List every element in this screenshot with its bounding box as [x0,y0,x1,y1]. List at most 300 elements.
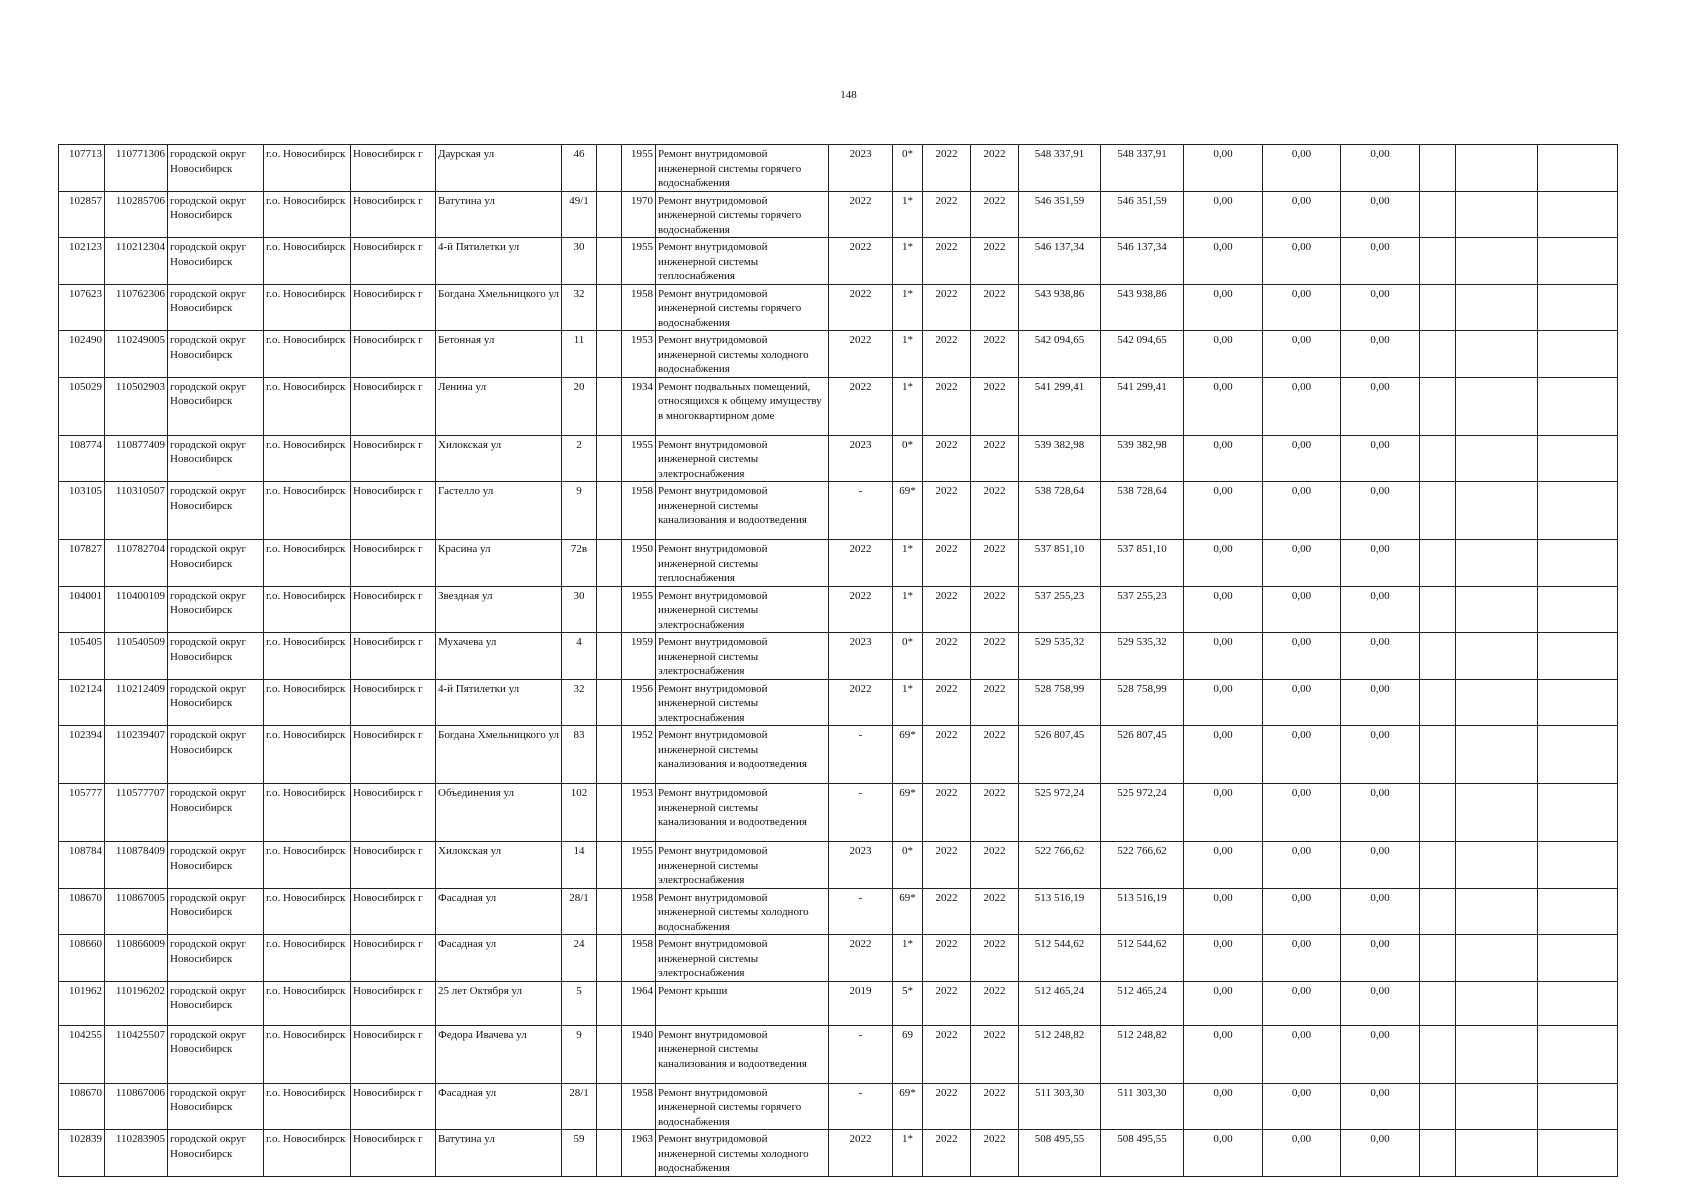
fund-cost-cell: 508 495,55 [1101,1130,1184,1177]
build-year-cell: 1958 [622,1083,656,1130]
priority-cell: 1* [893,377,923,435]
regional-funds-cell: 0,00 [1263,935,1341,982]
empty-cell [1538,145,1618,192]
city-cell: Новосибирск г [351,1083,436,1130]
total-cost-cell: 512 465,24 [1019,981,1101,1025]
priority-cell: 1* [893,284,923,331]
street-cell: Гастелло ул [436,482,562,540]
row-id-cell: 102123 [59,238,105,285]
local-funds-cell: 0,00 [1341,238,1420,285]
total-cost-cell: 537 255,23 [1019,586,1101,633]
table-row [59,1130,1618,1177]
start-year-cell: 2022 [923,1083,971,1130]
planned-year-cell: 2022 [829,679,893,726]
regional-funds-cell: 0,00 [1263,540,1341,587]
building-letter-cell [597,145,622,192]
work-type-cell: Ремонт внутридомовой инженерной системы горячего водоснабжения [656,1083,829,1130]
planned-year-cell: 2023 [829,842,893,889]
city-cell: Новосибирск г [351,726,436,784]
build-year-cell: 1955 [622,435,656,482]
empty-cell [1420,842,1456,889]
build-year-cell: 1934 [622,377,656,435]
house-number-cell: 49/1 [562,191,597,238]
street-cell: Ватутина ул [436,191,562,238]
house-number-cell: 28/1 [562,888,597,935]
federal-funds-cell: 0,00 [1184,435,1263,482]
work-type-cell: Ремонт внутридомовой инженерной системы канализования и водоотведения [656,784,829,842]
empty-cell [1538,1083,1618,1130]
build-year-cell: 1963 [622,1130,656,1177]
work-type-cell: Ремонт внутридомовой инженерной системы электроснабжения [656,935,829,982]
start-year-cell: 2022 [923,331,971,378]
planned-year-cell: 2022 [829,377,893,435]
total-cost-cell: 528 758,99 [1019,679,1101,726]
urban-district-cell: г.о. Новосибирск [264,191,351,238]
work-type-cell: Ремонт внутридомовой инженерной системы электроснабжения [656,679,829,726]
start-year-cell: 2022 [923,888,971,935]
work-type-cell: Ремонт крыши [656,981,829,1025]
municipality-cell: городской округ Новосибирск [168,1025,264,1083]
municipality-cell: городской округ Новосибирск [168,191,264,238]
street-cell: Мухачева ул [436,633,562,680]
row-code-cell: 110771306 [105,145,168,192]
priority-cell: 69* [893,1083,923,1130]
street-cell: 4-й Пятилетки ул [436,679,562,726]
house-number-cell: 72в [562,540,597,587]
row-id-cell: 104255 [59,1025,105,1083]
build-year-cell: 1950 [622,540,656,587]
street-cell: 4-й Пятилетки ул [436,238,562,285]
house-number-cell: 59 [562,1130,597,1177]
house-number-cell: 30 [562,586,597,633]
priority-cell: 1* [893,191,923,238]
work-type-cell: Ремонт внутридомовой инженерной системы холодного водоснабжения [656,1130,829,1177]
fund-cost-cell: 512 248,82 [1101,1025,1184,1083]
row-id-cell: 104001 [59,586,105,633]
empty-cell [1456,935,1538,982]
start-year-cell: 2022 [923,1025,971,1083]
urban-district-cell: г.о. Новосибирск [264,435,351,482]
city-cell: Новосибирск г [351,331,436,378]
table-row [59,679,1618,726]
urban-district-cell: г.о. Новосибирск [264,679,351,726]
start-year-cell: 2022 [923,784,971,842]
empty-cell [1420,284,1456,331]
street-cell: Фасадная ул [436,888,562,935]
urban-district-cell: г.о. Новосибирск [264,1025,351,1083]
row-id-cell: 102124 [59,679,105,726]
work-type-cell: Ремонт внутридомовой инженерной системы холодного водоснабжения [656,888,829,935]
total-cost-cell: 529 535,32 [1019,633,1101,680]
total-cost-cell: 537 851,10 [1019,540,1101,587]
house-number-cell: 24 [562,935,597,982]
table-row [59,540,1618,587]
empty-cell [1456,633,1538,680]
end-year-cell: 2022 [971,784,1019,842]
row-code-cell: 110866009 [105,935,168,982]
street-cell: Хилокская ул [436,435,562,482]
house-number-cell: 32 [562,284,597,331]
fund-cost-cell: 529 535,32 [1101,633,1184,680]
end-year-cell: 2022 [971,377,1019,435]
end-year-cell: 2022 [971,1130,1019,1177]
work-type-cell: Ремонт внутридомовой инженерной системы канализования и водоотведения [656,482,829,540]
federal-funds-cell: 0,00 [1184,1130,1263,1177]
fund-cost-cell: 541 299,41 [1101,377,1184,435]
empty-cell [1456,1130,1538,1177]
priority-cell: 1* [893,1130,923,1177]
start-year-cell: 2022 [923,482,971,540]
row-id-cell: 101962 [59,981,105,1025]
row-code-cell: 110762306 [105,284,168,331]
table-row [59,377,1618,435]
work-type-cell: Ремонт внутридомовой инженерной системы электроснабжения [656,633,829,680]
table-body [59,145,1618,1177]
street-cell: Красина ул [436,540,562,587]
regional-funds-cell: 0,00 [1263,1130,1341,1177]
house-number-cell: 30 [562,238,597,285]
municipality-cell: городской округ Новосибирск [168,633,264,680]
municipality-cell: городской округ Новосибирск [168,586,264,633]
start-year-cell: 2022 [923,633,971,680]
fund-cost-cell: 537 255,23 [1101,586,1184,633]
end-year-cell: 2022 [971,540,1019,587]
table-row [59,981,1618,1025]
empty-cell [1456,331,1538,378]
federal-funds-cell: 0,00 [1184,679,1263,726]
total-cost-cell: 513 516,19 [1019,888,1101,935]
house-number-cell: 28/1 [562,1083,597,1130]
house-number-cell: 46 [562,145,597,192]
building-letter-cell [597,238,622,285]
planned-year-cell: 2022 [829,191,893,238]
federal-funds-cell: 0,00 [1184,1025,1263,1083]
row-code-cell: 110782704 [105,540,168,587]
priority-cell: 1* [893,238,923,285]
row-code-cell: 110425507 [105,1025,168,1083]
city-cell: Новосибирск г [351,145,436,192]
street-cell: Объединения ул [436,784,562,842]
start-year-cell: 2022 [923,284,971,331]
city-cell: Новосибирск г [351,482,436,540]
empty-cell [1420,726,1456,784]
city-cell: Новосибирск г [351,784,436,842]
work-type-cell: Ремонт внутридомовой инженерной системы горячего водоснабжения [656,145,829,192]
build-year-cell: 1955 [622,586,656,633]
row-code-cell: 110249005 [105,331,168,378]
work-type-cell: Ремонт внутридомовой инженерной системы теплоснабжения [656,238,829,285]
municipality-cell: городской округ Новосибирск [168,1083,264,1130]
urban-district-cell: г.о. Новосибирск [264,540,351,587]
fund-cost-cell: 539 382,98 [1101,435,1184,482]
end-year-cell: 2022 [971,1083,1019,1130]
local-funds-cell: 0,00 [1341,1025,1420,1083]
row-code-cell: 110283905 [105,1130,168,1177]
local-funds-cell: 0,00 [1341,1083,1420,1130]
row-code-cell: 110577707 [105,784,168,842]
planned-year-cell: - [829,784,893,842]
local-funds-cell: 0,00 [1341,784,1420,842]
building-letter-cell [597,1130,622,1177]
table-row [59,331,1618,378]
empty-cell [1420,1025,1456,1083]
row-code-cell: 110878409 [105,842,168,889]
start-year-cell: 2022 [923,435,971,482]
empty-cell [1538,586,1618,633]
table-row [59,482,1618,540]
fund-cost-cell: 525 972,24 [1101,784,1184,842]
street-cell: 25 лет Октября ул [436,981,562,1025]
work-type-cell: Ремонт внутридомовой инженерной системы холодного водоснабжения [656,331,829,378]
end-year-cell: 2022 [971,482,1019,540]
regional-funds-cell: 0,00 [1263,726,1341,784]
federal-funds-cell: 0,00 [1184,482,1263,540]
urban-district-cell: г.о. Новосибирск [264,238,351,285]
start-year-cell: 2022 [923,981,971,1025]
urban-district-cell: г.о. Новосибирск [264,586,351,633]
empty-cell [1456,586,1538,633]
empty-cell [1456,888,1538,935]
federal-funds-cell: 0,00 [1184,145,1263,192]
city-cell: Новосибирск г [351,238,436,285]
street-cell: Звездная ул [436,586,562,633]
building-letter-cell [597,1083,622,1130]
regional-funds-cell: 0,00 [1263,784,1341,842]
municipality-cell: городской округ Новосибирск [168,145,264,192]
empty-cell [1420,435,1456,482]
planned-year-cell: 2022 [829,586,893,633]
building-letter-cell [597,633,622,680]
end-year-cell: 2022 [971,888,1019,935]
regional-funds-cell: 0,00 [1263,1083,1341,1130]
local-funds-cell: 0,00 [1341,482,1420,540]
regional-funds-cell: 0,00 [1263,888,1341,935]
municipality-cell: городской округ Новосибирск [168,842,264,889]
building-letter-cell [597,842,622,889]
local-funds-cell: 0,00 [1341,540,1420,587]
empty-cell [1420,377,1456,435]
empty-cell [1538,981,1618,1025]
local-funds-cell: 0,00 [1341,284,1420,331]
planned-year-cell: - [829,1025,893,1083]
total-cost-cell: 512 248,82 [1019,1025,1101,1083]
municipality-cell: городской округ Новосибирск [168,284,264,331]
table-row [59,1083,1618,1130]
fund-cost-cell: 543 938,86 [1101,284,1184,331]
urban-district-cell: г.о. Новосибирск [264,981,351,1025]
row-code-cell: 110239407 [105,726,168,784]
federal-funds-cell: 0,00 [1184,540,1263,587]
city-cell: Новосибирск г [351,633,436,680]
empty-cell [1420,935,1456,982]
priority-cell: 0* [893,145,923,192]
empty-cell [1420,888,1456,935]
federal-funds-cell: 0,00 [1184,633,1263,680]
empty-cell [1420,679,1456,726]
empty-cell [1420,482,1456,540]
end-year-cell: 2022 [971,331,1019,378]
municipality-cell: городской округ Новосибирск [168,1130,264,1177]
empty-cell [1538,482,1618,540]
row-id-cell: 103105 [59,482,105,540]
work-type-cell: Ремонт внутридомовой инженерной системы канализования и водоотведения [656,726,829,784]
urban-district-cell: г.о. Новосибирск [264,842,351,889]
empty-cell [1538,842,1618,889]
empty-cell [1538,377,1618,435]
priority-cell: 0* [893,633,923,680]
fund-cost-cell: 528 758,99 [1101,679,1184,726]
empty-cell [1538,331,1618,378]
start-year-cell: 2022 [923,935,971,982]
row-id-cell: 102394 [59,726,105,784]
fund-cost-cell: 538 728,64 [1101,482,1184,540]
start-year-cell: 2022 [923,145,971,192]
street-cell: Ватутина ул [436,1130,562,1177]
city-cell: Новосибирск г [351,935,436,982]
empty-cell [1456,1025,1538,1083]
page-number: 148 [840,89,857,101]
row-id-cell: 108774 [59,435,105,482]
planned-year-cell: - [829,482,893,540]
empty-cell [1456,679,1538,726]
city-cell: Новосибирск г [351,679,436,726]
regional-funds-cell: 0,00 [1263,435,1341,482]
house-number-cell: 4 [562,633,597,680]
end-year-cell: 2022 [971,726,1019,784]
empty-cell [1420,1083,1456,1130]
row-id-cell: 105405 [59,633,105,680]
row-code-cell: 110867006 [105,1083,168,1130]
regional-funds-cell: 0,00 [1263,679,1341,726]
build-year-cell: 1964 [622,981,656,1025]
row-code-cell: 110540509 [105,633,168,680]
start-year-cell: 2022 [923,238,971,285]
building-letter-cell [597,981,622,1025]
federal-funds-cell: 0,00 [1184,191,1263,238]
regional-funds-cell: 0,00 [1263,1025,1341,1083]
municipality-cell: городской округ Новосибирск [168,331,264,378]
regional-funds-cell: 0,00 [1263,331,1341,378]
empty-cell [1538,435,1618,482]
start-year-cell: 2022 [923,1130,971,1177]
regional-funds-cell: 0,00 [1263,191,1341,238]
urban-district-cell: г.о. Новосибирск [264,482,351,540]
build-year-cell: 1959 [622,633,656,680]
row-id-cell: 108784 [59,842,105,889]
building-letter-cell [597,888,622,935]
empty-cell [1420,540,1456,587]
building-letter-cell [597,331,622,378]
empty-cell [1538,888,1618,935]
empty-cell [1420,633,1456,680]
build-year-cell: 1955 [622,238,656,285]
start-year-cell: 2022 [923,377,971,435]
priority-cell: 69* [893,888,923,935]
end-year-cell: 2022 [971,191,1019,238]
regional-funds-cell: 0,00 [1263,981,1341,1025]
street-cell: Хилокская ул [436,842,562,889]
building-letter-cell [597,679,622,726]
street-cell: Фасадная ул [436,935,562,982]
house-number-cell: 102 [562,784,597,842]
building-letter-cell [597,1025,622,1083]
city-cell: Новосибирск г [351,981,436,1025]
total-cost-cell: 546 137,34 [1019,238,1101,285]
row-code-cell: 110285706 [105,191,168,238]
work-type-cell: Ремонт внутридомовой инженерной системы электроснабжения [656,586,829,633]
table-row [59,435,1618,482]
empty-cell [1456,435,1538,482]
house-number-cell: 32 [562,679,597,726]
house-number-cell: 20 [562,377,597,435]
table-row [59,935,1618,982]
fund-cost-cell: 511 303,30 [1101,1083,1184,1130]
house-number-cell: 14 [562,842,597,889]
table-row [59,284,1618,331]
work-type-cell: Ремонт внутридомовой инженерной системы канализования и водоотведения [656,1025,829,1083]
local-funds-cell: 0,00 [1341,1130,1420,1177]
total-cost-cell: 546 351,59 [1019,191,1101,238]
end-year-cell: 2022 [971,679,1019,726]
priority-cell: 1* [893,540,923,587]
table-row [59,1025,1618,1083]
end-year-cell: 2022 [971,842,1019,889]
local-funds-cell: 0,00 [1341,377,1420,435]
row-id-cell: 102839 [59,1130,105,1177]
regional-funds-cell: 0,00 [1263,284,1341,331]
table-row [59,784,1618,842]
municipality-cell: городской округ Новосибирск [168,679,264,726]
street-cell: Даурская ул [436,145,562,192]
federal-funds-cell: 0,00 [1184,888,1263,935]
empty-cell [1420,331,1456,378]
priority-cell: 69* [893,482,923,540]
end-year-cell: 2022 [971,981,1019,1025]
local-funds-cell: 0,00 [1341,981,1420,1025]
start-year-cell: 2022 [923,586,971,633]
house-number-cell: 2 [562,435,597,482]
building-letter-cell [597,377,622,435]
municipality-cell: городской округ Новосибирск [168,238,264,285]
fund-cost-cell: 546 137,34 [1101,238,1184,285]
federal-funds-cell: 0,00 [1184,784,1263,842]
federal-funds-cell: 0,00 [1184,586,1263,633]
fund-cost-cell: 526 807,45 [1101,726,1184,784]
planned-year-cell: 2023 [829,633,893,680]
planned-year-cell: 2019 [829,981,893,1025]
total-cost-cell: 526 807,45 [1019,726,1101,784]
empty-cell [1420,784,1456,842]
planned-year-cell: 2022 [829,1130,893,1177]
total-cost-cell: 542 094,65 [1019,331,1101,378]
urban-district-cell: г.о. Новосибирск [264,377,351,435]
planned-year-cell: 2022 [829,331,893,378]
empty-cell [1420,1130,1456,1177]
planned-year-cell: 2022 [829,284,893,331]
fund-cost-cell: 546 351,59 [1101,191,1184,238]
total-cost-cell: 511 303,30 [1019,1083,1101,1130]
empty-cell [1456,726,1538,784]
street-cell: Богдана Хмельницкого ул [436,284,562,331]
priority-cell: 1* [893,331,923,378]
empty-cell [1456,191,1538,238]
empty-cell [1538,935,1618,982]
row-code-cell: 110502903 [105,377,168,435]
empty-cell [1456,784,1538,842]
local-funds-cell: 0,00 [1341,145,1420,192]
empty-cell [1456,145,1538,192]
row-code-cell: 110212304 [105,238,168,285]
